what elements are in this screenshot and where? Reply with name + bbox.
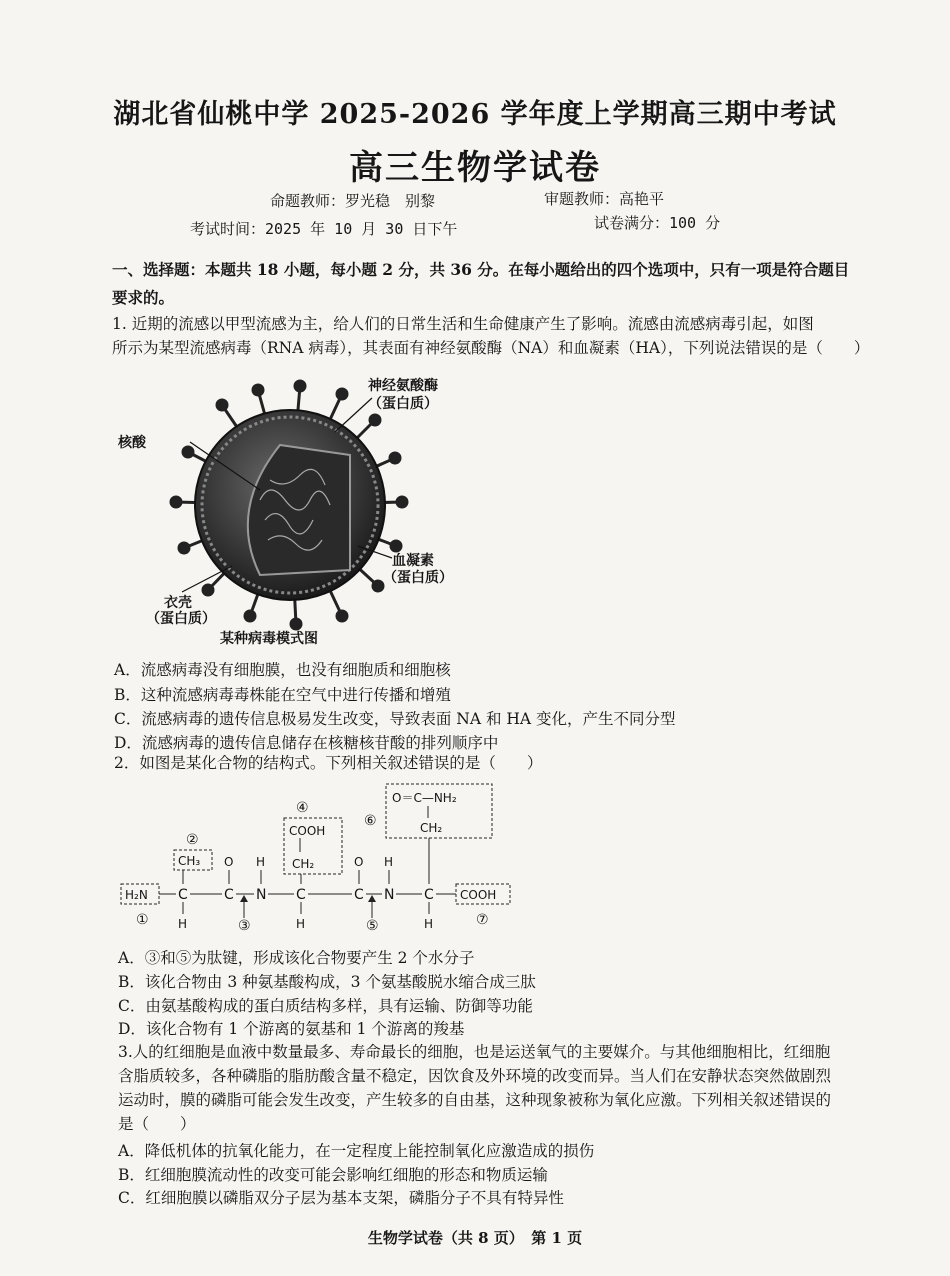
h-3: H	[424, 917, 434, 931]
q1-option-a: A．流感病毒没有细胞膜，也没有细胞质和细胞核	[114, 661, 451, 679]
q2-stem: 2．如图是某化合物的结构式。下列相关叙述错误的是（ ）	[114, 754, 543, 772]
amide-group: O＝C—NH₂	[392, 791, 457, 805]
q1-stem-line1: 1. 近期的流感以甲型流感为主，给人们的日常生活和生命健康产生了影响。流感由流感病毒引起，如图	[112, 315, 814, 333]
label-capsid-2: （蛋白质）	[146, 611, 216, 627]
q3-stem-line3: 运动时，膜的磷脂可能会发生改变，产生较多的自由基，这种现象被称为氧化应激。下列相关叙述错误的	[118, 1091, 832, 1109]
q1-option-b: B．这种流感病毒毒株能在空气中进行传播和增殖	[114, 686, 451, 704]
reviewer-info: 审题教师：高艳平	[544, 190, 665, 208]
alpha-carbon-3: C	[424, 887, 434, 903]
h-n2: H	[384, 855, 394, 869]
label-5: ⑤	[366, 918, 379, 934]
label-ha-2: （蛋白质）	[383, 570, 453, 586]
h-2: H	[296, 917, 306, 931]
q2-option-a: A．③和⑤为肽键，形成该化合物要产生 2 个水分子	[118, 949, 475, 967]
label-3: ③	[238, 918, 251, 934]
label-nucleic-acid: 核酸	[118, 435, 146, 451]
q3-stem-line4: 是（ ）	[118, 1115, 196, 1133]
school-title: 湖北省仙桃中学 2025-2026 学年度上学期高三期中考试	[113, 99, 837, 130]
q3-option-c: C．红细胞膜以磷脂双分子层为基本支架，磷脂分子不具有特异性	[118, 1189, 564, 1207]
full-score: 试卷满分：100 分	[594, 214, 721, 232]
h-1: H	[178, 917, 188, 931]
q3-option-b: B．红细胞膜流动性的改变可能会影响红细胞的形态和物质运输	[118, 1166, 548, 1184]
label-capsid-1: 衣壳	[164, 595, 192, 611]
setter-info: 命题教师：罗光稳 别黎	[270, 192, 436, 210]
alpha-carbon-1: C	[178, 887, 188, 903]
label-4: ④	[296, 800, 309, 816]
ch2-side-group-2: CH₂	[420, 821, 443, 835]
alpha-carbon-2: C	[296, 887, 306, 903]
q3-stem-line2: 含脂质较多，各种磷脂的脂肪酸含量不稳定，因饮食及外环境的改变而异。当人们在安静状态突然做剧烈	[118, 1067, 832, 1085]
o-2: O	[354, 855, 364, 869]
q3-option-a: A．降低机体的抗氧化能力，在一定程度上能控制氧化应激造成的损伤	[118, 1142, 595, 1160]
q1-stem-line2: 所示为某型流感病毒（RNA 病毒），其表面有神经氨酸酶（NA）和血凝素（HA），下列说法错误的是（ ）	[112, 339, 870, 357]
label-7: ⑦	[476, 912, 489, 928]
carboxyl-group: COOH	[460, 888, 497, 902]
q2-option-c: C．由氨基酸构成的蛋白质结构多样，具有运输、防御等功能	[118, 997, 533, 1015]
n-1: N	[256, 887, 267, 903]
q1-option-c: C．流感病毒的遗传信息极易发生改变，导致表面 NA 和 HA 变化，产生不同分型	[114, 710, 676, 728]
section-heading-line1: 一、选择题：本题共 18 小题，每小题 2 分，共 36 分。在每小题给出的四个选项中，只有一项是符合题目	[112, 260, 850, 279]
figure-caption: 某种病毒模式图	[220, 631, 318, 647]
label-na-2: （蛋白质）	[368, 396, 438, 412]
amino-group: H₂N	[125, 888, 148, 902]
h-n1: H	[256, 855, 266, 869]
label-6: ⑥	[364, 813, 377, 829]
q1-option-d: D．流感病毒的遗传信息储存在核糖核苷酸的排列顺序中	[114, 734, 499, 752]
label-na-1: 神经氨酸酶	[368, 378, 438, 394]
carbonyl-carbon-2: C	[354, 887, 364, 903]
paper-title: 高三生物学试卷	[349, 148, 601, 188]
label-ha-1: 血凝素	[392, 553, 434, 569]
section-heading-line2: 要求的。	[112, 288, 175, 307]
peptide-structural-formula	[116, 778, 536, 938]
label-2: ②	[186, 832, 199, 848]
q2-option-d: D．该化合物有 1 个游离的氨基和 1 个游离的羧基	[118, 1020, 465, 1038]
n-2: N	[384, 887, 395, 903]
q2-option-b: B．该化合物由 3 种氨基酸构成，3 个氨基酸脱水缩合成三肽	[118, 973, 536, 991]
q3-stem-line1: 3.人的红细胞是血液中数量最多、寿命最长的细胞，也是运送氧气的主要媒介。与其他细胞相比，红细胞	[118, 1043, 831, 1061]
ch3-group: CH₃	[178, 854, 201, 868]
o-1: O	[224, 855, 234, 869]
page-footer: 生物学试卷（共 8 页） 第 1 页	[367, 1229, 583, 1247]
ch2-side-group-1: CH₂	[292, 857, 315, 871]
exam-time: 考试时间：2025 年 10 月 30 日下午	[190, 220, 458, 238]
carbonyl-carbon-1: C	[224, 887, 234, 903]
label-1: ①	[136, 912, 149, 928]
cooh-side-group: COOH	[289, 824, 326, 838]
